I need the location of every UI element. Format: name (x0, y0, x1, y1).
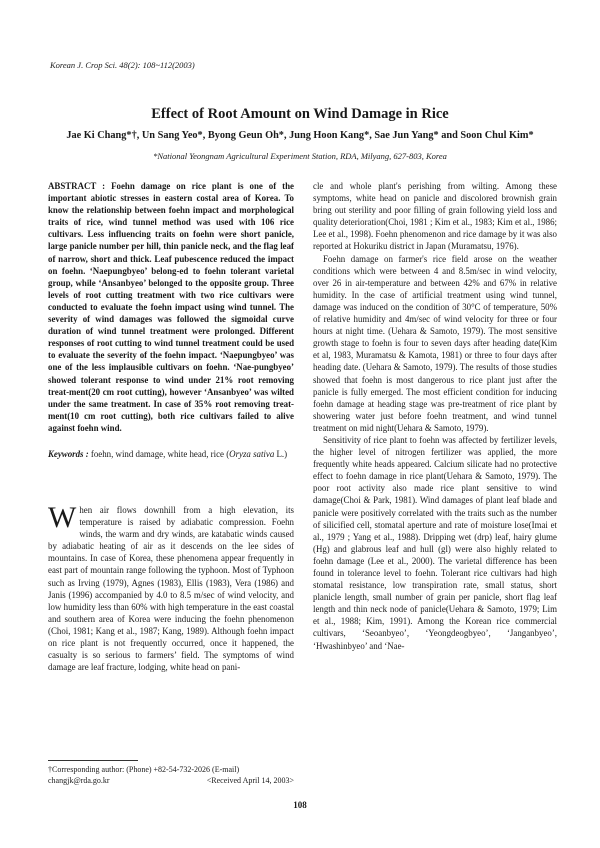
abstract-label: ABSTRACT : (48, 181, 106, 191)
footnote-divider (48, 760, 138, 761)
received-date: <Received April 14, 2003> (206, 776, 294, 785)
journal-reference: Korean J. Crop Sci. 48(2): 108~112(2003) (50, 60, 195, 70)
keywords-species: Oryza sativa (229, 449, 275, 459)
keywords-label: Keywords : (48, 449, 89, 459)
abstract-text: Foehn damage on rice plant is one of the important abiotic stresses in eastern costal area of Korea. To know the relationship between foehn impact and morphological traits of rice, wind tunnel method was used with 106 rice cultivars. Less influencing traits on foehn were short panicle, large panicle number per hill, thin panicle neck, and the flag leaf of narrow, short and thick. Leaf pubescence reduced the impact on foehn. ‘Naepungbyeo’ belong-ed to foehn tolerant varietal group, while ‘Ansanbyeo’ belonged to the opposite group. Three levels of root cutting treatment with two rice cultivars were conducted to evaluate the foehn impact using wind tunnel. The severity of wind damages was followed the sigmoidal curve duration of wind tunnel treatment were prolonged. Different responses of root cutting to wind tunnel treatment could be used to evaluate the severity of the foehn impact. ‘Naepungbyeo’ was one of the less implausible cultivars on foehn. ‘Nae-pungbyeo’ showed tolerant response to wind under 21% root removing treat-ment(20 cm root cutting), however ‘Ansanbyeo’ was wilted under the same treatment. In case of 35% root removing treat-ment(10 cm root cutting), both rice cultivars failed to alive against foehn wind. (48, 181, 294, 433)
keywords-suffix: L.) (276, 449, 288, 459)
right-paragraph-3: Sensitivity of rice plant to foehn was affected by fertilizer levels, the higher level of nitrogen fertilizer was applied, the more frequently white heads appeared. Calcium silicate had no protective effect to foehn damage in rice plant(Uehara & Samoto, 1979). The poor root activity also made rice plant sensitive to wind damage(Choi & Park, 1981). Wind damages of plant leaf blade and panicle were positively correlated with the traits such as the number of silicified cell, stomatal aperture and rate of moisture lose(Imai et al., 1979 ; Yang et al., 1988). Dripping wet (drp) leaf, hairy glume (Hg) and glabrous leaf and hull (gl) were also highly related to foehn damage (Lee et al., 2000). The varietal difference has been found in tolerance level to foehn. Tolerant rice cultivars had high stomatal resistance, low transpiration rate, small status, short planicle length, small number of grain per panicle, short flag leaf length and thin neck node of panicle(Uehara & Samoto, 1979; Lim et al., 1988; Kim, 1991). Among the Korean rice commercial cultivars, ‘Seoanbyeo’, ‘Yeongdeogbyeo’, ‘Janganbyeo’, ‘Hwashinbyeo’ and ‘Nae- (313, 434, 557, 651)
page-number: 108 (293, 800, 307, 810)
right-column (313, 180, 557, 652)
introduction-left-column (48, 501, 294, 673)
author-list: Jae Ki Chang*†, Un Sang Yeo*, Byong Geun Oh*, Jung Hoon Kang*, Sae Jun Yang* and Soon Chul Kim* (66, 130, 534, 141)
right-paragraph-2: Foehn damage on farmer's rice field arose on the weather conditions which were between 4 and 8.5m/sec in wind velocity, over 26 in air-temperature and between 42% and 67% in relative humidity. In the case of artificial treatment using wind tunnel, damage was induced on the condition of 30°C of temperature, 50% of relative humidity and 4m/sec of wind velocity for three or four hours at night time. (Uehara & Samoto, 1979). The most sensitive growth stage to foehn is four to seven days after heading date(Kim et al, 1983, Muramatsu & Kamota, 1981) or three to four days after heading date. (Uehara & Samoto, 1979). The results of those studies showed that foehn is most dangerous to rice plant just after the panicle is fully emerged. The most efficient condition for inducing foehn damage at heading stage was pre-treatment of rice plant by showering water just before foehn treatment, and wind tunnel treatment on mid night(Uehara & Samoto, 1979). (313, 253, 557, 433)
dropcap-letter: W (48, 501, 77, 534)
footnote (48, 764, 294, 786)
corresponding-author: †Corresponding author: (Phone) +82-54-732-2026 (E-mail) changjk@rda.go.kr (48, 765, 240, 785)
right-paragraph-1: cle and whole plant's perishing from wilting. Among these symptoms, white head on panicle and discolored brownish grain bring out sterility and poor filling of grain following yield loss and quality deterioration(Choi, 1981 ; Kim et al., 1983; Kim et al., 1986; Lee et al., 1998). Foehn phenomenon and rice damage by it was also reported at Hokuriku district in Japan (Muramatsu, 1976). (313, 181, 557, 252)
intro-text: hen air flows downhill from a high elevation, its temperature is raised by adiabatic compression. Foehn winds, the warm and dry winds, are katabatic winds caused by adiabatic heating of air as it descends on the lee sides of mountains. In case of Korea, these phenomena appear frequently in east part of mountain range following the typhoon. Most of Typhoon such as Irving (1979), Agnes (1983), Ellis (1983), Vera (1986) and Janis (1996) accompanied by 4.0 to 8.5 m/sec of wind velocity, and low humidity less than 60% with high temperature in the east coastal and southern area of Korea were inducing the foehn phenomenon (Choi, 1981; Kang et al., 1987; Kang, 1989). Although foehn impact on rice plant is not frequently occurred, once it happened, the casualty is so serious to farmers’ field. The symptoms of wind damage are leaf fracture, lodging, white head on pani- (48, 505, 294, 673)
abstract (48, 180, 294, 434)
intro-paragraph (48, 501, 294, 673)
keywords-text: foehn, wind damage, white head, rice ( (90, 449, 230, 459)
paper-title: Effect of Root Amount on Wind Damage in Rice (151, 106, 449, 122)
keywords (48, 448, 294, 460)
affiliation: *National Yeongnam Agricultural Experiment Station, RDA, Milyang, 627-803, Korea (153, 151, 447, 161)
